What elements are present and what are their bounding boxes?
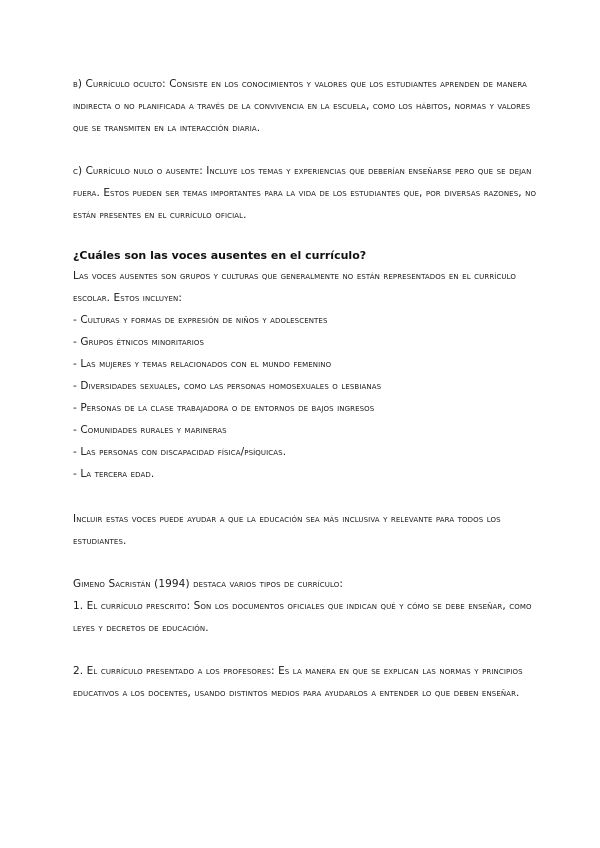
paragraph-curriculo-prescrito: 1. El currículo prescrito: Son los documentos oficiales que indican qué y cómo se debe enseñar, como leyes y decretos de educación. <box>73 600 532 634</box>
list-item: - Comunidades rurales y marineras <box>73 424 227 436</box>
list-item: - Las personas con discapacidad física/psíquicas. <box>73 446 287 458</box>
paragraph-gimeno-intro: Gimeno Sacristán (1994) destaca varios tipos de currículo: <box>73 578 344 590</box>
heading-voces-ausentes: ¿Cuáles son las voces ausentes en el currículo? <box>73 249 367 262</box>
list-item: - Grupos étnicos minoritarios <box>73 336 205 348</box>
paragraph-curriculo-nulo: c) Currículo nulo o ausente: Incluye los temas y experiencias que deberían enseñarse pero que se dejan fuera. Estos pueden ser temas importantes para la vida de los estudiantes que, por diversas razones, no están presentes en el currículo oficial. <box>73 165 537 221</box>
list-item: - Culturas y formas de expresión de niños y adolescentes <box>73 314 328 326</box>
paragraph-voces-intro: Las voces ausentes son grupos y culturas que generalmente no están representados en el currículo escolar. Estos incluyen: <box>73 270 517 304</box>
list-item: - La tercera edad. <box>73 468 155 480</box>
list-item: - Las mujeres y temas relacionados con el mundo femenino <box>73 358 332 370</box>
voces-list <box>73 309 543 485</box>
list-item: - Personas de la clase trabajadora o de entornos de bajos ingresos <box>73 402 375 414</box>
paragraph-curriculo-oculto: b) Currículo oculto: Consiste en los conocimientos y valores que los estudiantes aprenden de manera indirecta o no planificada a través de la convivencia en la escuela, como los hábitos, normas y valores que se transmiten en la interacción diaria. <box>73 78 531 134</box>
list-item: - Diversidades sexuales, como las personas homosexuales o lesbianas <box>73 380 382 392</box>
paragraph-incluir-voces: Incluir estas voces puede ayudar a que la educación sea más inclusiva y relevante para todos los estudiantes. <box>73 513 501 547</box>
paragraph-curriculo-presentado: 2. El currículo presentado a los profesores: Es la manera en que se explican las normas y principios educativos a los docentes, usando distintos medios para ayudarlos a entender lo que deben enseñar. <box>73 665 523 699</box>
